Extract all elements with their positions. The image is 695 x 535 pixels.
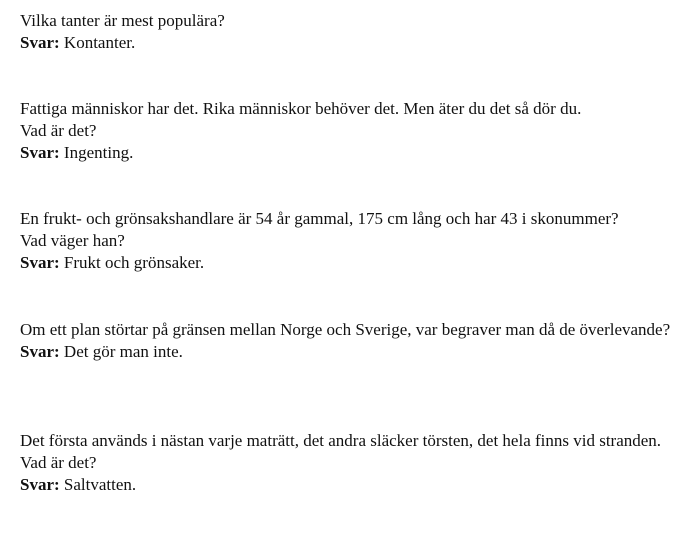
riddle-answer — [20, 341, 680, 363]
answer-label: Svar: — [20, 342, 60, 361]
riddle-answer — [20, 252, 680, 274]
riddle-4 — [20, 319, 680, 363]
riddle-question: Vilka tanter är mest populära? — [20, 11, 225, 30]
riddle-question-followup: Vad väger han? — [20, 231, 125, 250]
riddle-question-followup: Vad är det? — [20, 453, 97, 472]
riddle-answer — [20, 142, 680, 164]
riddle-2 — [20, 98, 680, 164]
riddle-question: Om ett plan störtar på gränsen mellan Norge och Sverige, var begraver man då de överlevande? — [20, 320, 671, 339]
riddle-5 — [20, 430, 680, 496]
answer-text: Saltvatten. — [63, 475, 137, 494]
answer-label: Svar: — [20, 253, 60, 272]
answer-label: Svar: — [20, 143, 60, 162]
riddle-question: En frukt- och grönsakshandlare är 54 år gammal, 175 cm lång och har 43 i skonummer? — [20, 209, 619, 228]
riddle-question-followup: Vad är det? — [20, 121, 97, 140]
riddle-3 — [20, 208, 680, 274]
answer-label: Svar: — [20, 475, 60, 494]
answer-text: Ingenting. — [63, 143, 134, 162]
riddle-answer — [20, 32, 680, 54]
answer-text: Frukt och grönsaker. — [63, 253, 205, 272]
answer-label: Svar: — [20, 33, 60, 52]
answer-text: Det gör man inte. — [63, 342, 183, 361]
riddle-question: Det första används i nästan varje maträtt, det andra släcker törsten, det hela finns vid stranden. — [20, 431, 662, 450]
riddle-answer — [20, 474, 680, 496]
riddle-question: Fattiga människor har det. Rika människor behöver det. Men äter du det så dör du. — [20, 99, 582, 118]
riddle-1 — [20, 10, 680, 54]
answer-text: Kontanter. — [63, 33, 136, 52]
